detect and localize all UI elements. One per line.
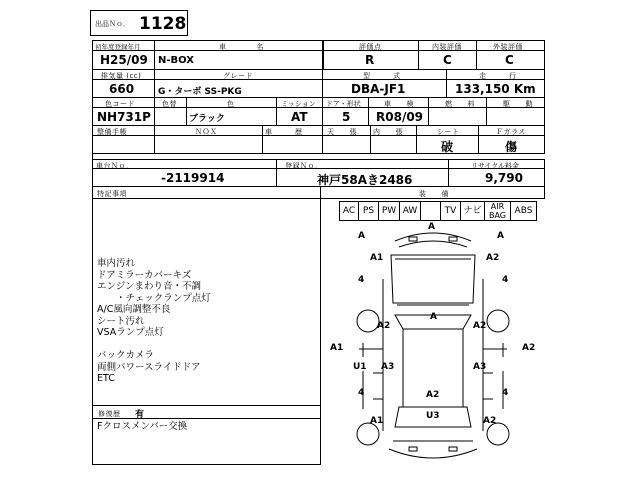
auction-sheet (92, 40, 545, 465)
remarks-header: 特記事項 (93, 187, 321, 199)
doors-value-cell (323, 108, 369, 126)
reg-no-value: 神戸58Aき2486 (317, 173, 413, 187)
damage-mark: A2 (377, 321, 391, 331)
repair-note: Fクロスメンバー交換 (97, 421, 188, 432)
color-change-value-cell (155, 108, 187, 126)
interior-value-cell (419, 51, 477, 70)
score-value-cell (323, 51, 419, 70)
lot-number-box (90, 10, 188, 36)
chassis-value-cell (93, 169, 277, 187)
reg-no-value-cell (277, 169, 449, 187)
lot-number-value: 1128 (139, 14, 187, 34)
interior-line-value-cell (371, 136, 417, 154)
score-value: R (365, 53, 375, 67)
history-value-cell (263, 136, 323, 154)
recycle-value: 9,790 (485, 171, 523, 185)
remarks-body (93, 199, 321, 406)
remarks-line: ドアミラーカバーキズ (97, 269, 192, 281)
grade-header: グレード (155, 70, 323, 80)
damage-mark: A1 (370, 253, 384, 263)
displacement-value: 660 (109, 82, 135, 96)
equipment-blank (421, 201, 441, 221)
damage-mark: A1 (330, 343, 344, 353)
displacement-header: 排気量 (cc) (93, 70, 155, 80)
damage-mark: A (358, 231, 365, 241)
equipment-pw: PW (379, 201, 400, 221)
damage-mark: A2 (486, 253, 500, 263)
nox-header: ＮＯＸ (155, 126, 263, 136)
inspection-value: R08/09 (376, 110, 424, 124)
car-name-header: 車 名 (155, 41, 323, 51)
remarks-line: エンジンまわり音・不調 (97, 281, 202, 292)
color-code-value-cell (93, 108, 155, 126)
chassis-header: 車台Ｎｏ． (93, 159, 277, 169)
fuel-header: 燃 料 (429, 98, 487, 108)
equipment-airbag: AIR BAG (485, 201, 511, 221)
color-value: ブラック (189, 114, 225, 124)
damage-mark: A2 (473, 321, 487, 331)
damage-mark: 4 (502, 388, 509, 398)
repair-value: 有 (135, 410, 145, 420)
recycle-value-cell (449, 169, 545, 187)
equipment-navi: ナビ (461, 201, 485, 221)
damage-mark: 4 (358, 275, 365, 285)
equipment-abs: ABS (511, 201, 537, 221)
transmission-value: AT (291, 110, 308, 124)
color-value-cell (187, 108, 277, 126)
damage-mark: U1 (353, 362, 367, 372)
glass-header: Ｆガラス (479, 126, 545, 136)
remarks-line: 両側パワースライドドア (97, 361, 201, 373)
seat-header: シート (417, 126, 479, 136)
history-header: 車 歴 (263, 126, 323, 136)
model-type-value: DBA-JF1 (351, 82, 406, 96)
damage-mark: U3 (426, 411, 440, 421)
damage-mark: 4 (502, 275, 509, 285)
grade-value: G・ターボ SS-PKG (158, 87, 242, 97)
seat-value-cell (417, 136, 479, 154)
interior-header: 内装評価 (419, 41, 477, 51)
damage-mark: A2 (483, 416, 497, 426)
recycle-header: リサイクル料金 (449, 159, 545, 169)
remarks-line (97, 339, 211, 351)
color-code-value: NH731P (97, 110, 151, 124)
remarks-line: ・チェックランプ点灯 (97, 292, 211, 304)
color-change-header: 色替 (155, 98, 187, 108)
color-code-header: 色コード (93, 98, 155, 108)
repair-header: 修復歴 有 (93, 406, 321, 419)
damage-mark: A1 (370, 416, 384, 426)
equipment-aw: AW (400, 201, 421, 221)
lot-number-label: 出品Ｎｏ． (95, 20, 130, 28)
exterior-value: C (505, 53, 514, 67)
model-type-value-cell (323, 80, 447, 98)
transmission-header: ミッション (277, 98, 323, 108)
damage-mark: A (497, 231, 504, 241)
fuel-value-cell (429, 108, 487, 126)
inspection-value-cell (369, 108, 429, 126)
remarks-list (97, 258, 211, 385)
mileage-value: 133,150 Km (455, 82, 536, 96)
score-header: 評価点 (323, 41, 419, 51)
inspection-header: 車 検 (369, 98, 429, 108)
first-reg-value: H25/09 (100, 53, 148, 67)
interior-value: C (443, 53, 452, 67)
first-reg-header: 初年度登録年月 (93, 41, 155, 51)
car-name-value-cell (155, 51, 323, 70)
equipment-ac: AC (339, 201, 359, 221)
remarks-line: VSAランプ点灯 (97, 327, 164, 338)
mileage-header: 走 行 (447, 70, 545, 80)
remarks-line: 車内汚れ (97, 258, 136, 269)
grade-value-cell (155, 80, 323, 98)
equipment-ps: PS (359, 201, 379, 221)
equipment-header: 装 備 (321, 187, 545, 199)
doors-header: ドア・形状 (323, 98, 369, 108)
drive-header: 駆 動 (487, 98, 545, 108)
color-header: 色 (187, 98, 277, 108)
glass-value-cell (479, 136, 545, 154)
equipment-row (339, 201, 545, 223)
model-type-header: 型 式 (323, 70, 447, 80)
damage-mark: A3 (381, 362, 395, 372)
damage-mark: A (430, 312, 437, 322)
mileage-value-cell (447, 80, 545, 98)
chassis-value: -2119914 (161, 171, 225, 185)
reg-no-header: 登録Ｎｏ． (277, 159, 449, 169)
remarks-line: A/C風向調整不良 (97, 304, 171, 315)
car-name-value: N-BOX (158, 55, 194, 66)
damage-mark: A (428, 222, 435, 232)
displacement-value-cell (93, 80, 155, 98)
sunroof-header: 天 張 (323, 126, 371, 136)
damage-mark: A2 (522, 343, 536, 353)
remarks-line: バックカメラ (97, 350, 155, 361)
car-damage-diagram (323, 223, 543, 463)
first-reg-value-cell (93, 51, 155, 70)
exterior-header: 外装評価 (477, 41, 545, 51)
transmission-value-cell (277, 108, 323, 126)
damage-mark: A2 (426, 390, 440, 400)
remarks-line: ETC (97, 373, 115, 384)
interior-line-header: 内 張 (371, 126, 417, 136)
manual-header: 整備手帳 (93, 126, 155, 136)
seat-value: 破 (441, 140, 454, 154)
equipment-tv: TV (441, 201, 461, 221)
drive-value-cell (487, 108, 545, 126)
repair-body (93, 419, 321, 465)
doors-value: 5 (342, 110, 351, 124)
sunroof-value-cell (323, 136, 371, 154)
damage-mark: A3 (473, 362, 487, 372)
remarks-line: シート汚れ (97, 315, 145, 327)
manual-value-cell (93, 136, 155, 154)
damage-mark: 4 (358, 388, 365, 398)
nox-value-cell (155, 136, 263, 154)
exterior-value-cell (477, 51, 545, 70)
glass-value: 傷 (505, 140, 518, 154)
